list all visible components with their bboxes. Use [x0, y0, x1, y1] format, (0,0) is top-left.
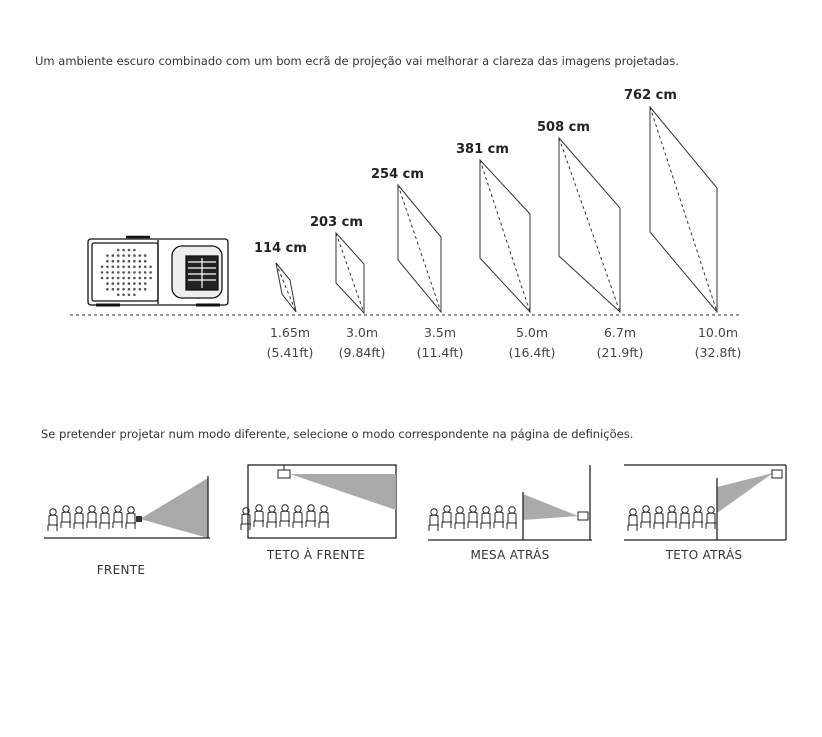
screen-size-label-508: 508 cm: [537, 120, 590, 135]
mode-label-front: FRENTE: [96, 563, 146, 577]
distance-6: 10.0m (32.8ft): [694, 325, 742, 360]
distance-5: 6.7m (21.9ft): [596, 325, 644, 360]
modes-intro-text: Se pretender projetar num modo diferente, selecione o modo correspondente na página de definições.: [41, 427, 634, 441]
distance-2: 3.0m (9.84ft): [338, 325, 386, 360]
distance-4: 5.0m (16.4ft): [508, 325, 556, 360]
screen-size-label-762: 762 cm: [624, 88, 677, 103]
distance-1: 1.65m (5.41ft): [266, 325, 314, 360]
distance-3: 3.5m (11.4ft): [416, 325, 464, 360]
screen-size-label-381: 381 cm: [456, 142, 509, 157]
mode-label-table-rear: MESA ATRÁS: [470, 548, 550, 562]
mode-label-ceiling-rear: TETO ATRÁS: [665, 548, 743, 562]
mode-ceiling-rear-diagram: [624, 465, 786, 540]
mode-front-diagram: [44, 476, 210, 538]
mode-label-ceiling-front: TETO À FRENTE: [266, 548, 366, 562]
mode-ceiling-front-diagram: [241, 465, 396, 538]
screen-size-label-114: 114 cm: [254, 241, 307, 256]
screen-size-label-254: 254 cm: [371, 167, 424, 182]
intro-text: Um ambiente escuro combinado com um bom ecrã de projeção vai melhorar a clareza das imagens projetadas.: [35, 54, 680, 68]
mode-table-rear-diagram: [428, 465, 592, 540]
screen-size-label-203: 203 cm: [310, 215, 363, 230]
